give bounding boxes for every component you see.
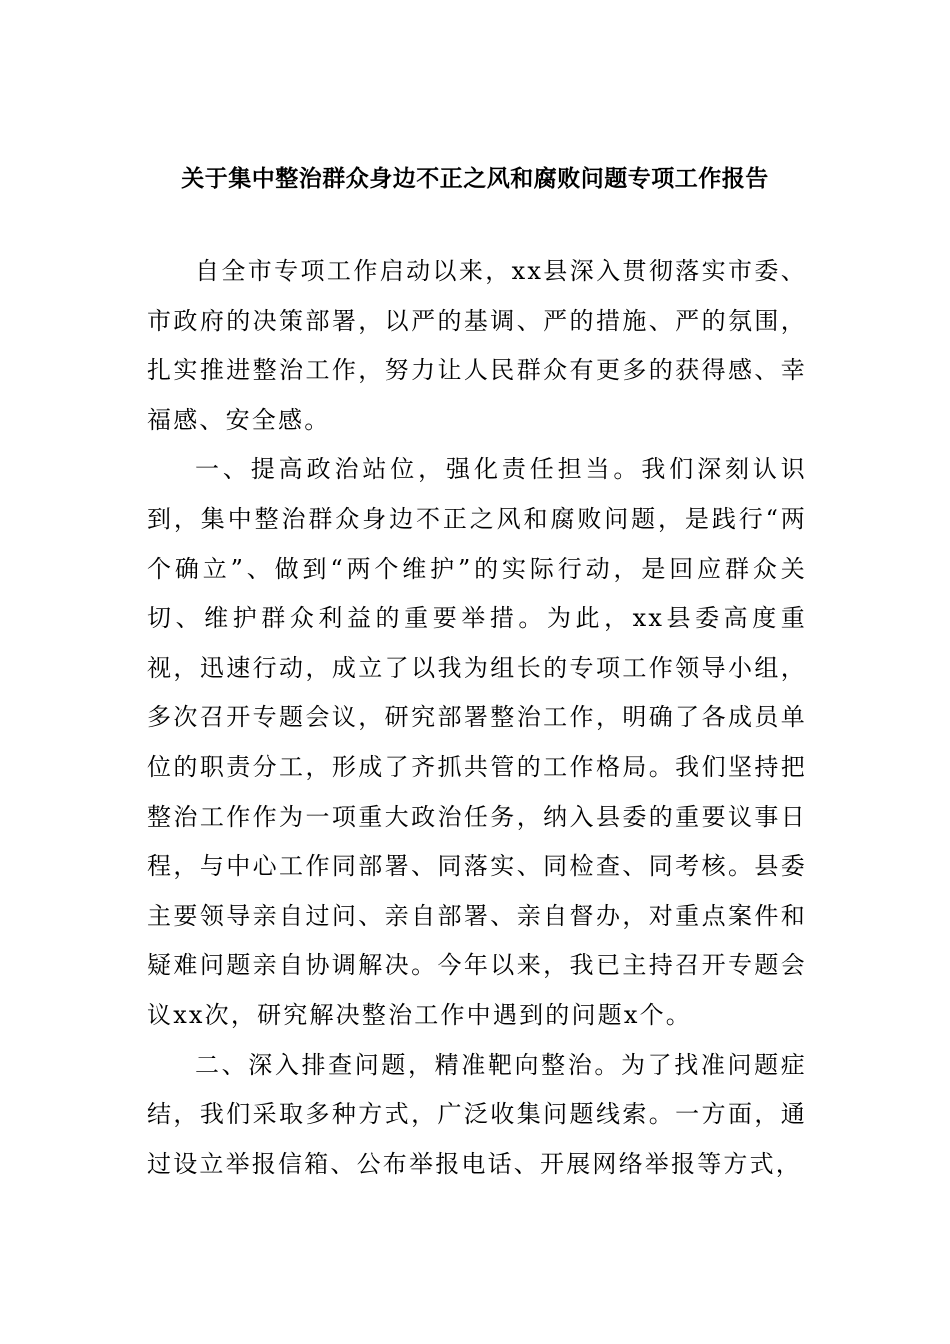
document-body xyxy=(147,247,807,1189)
paragraph-intro: 自全市专项工作启动以来，xx县深入贯彻落实市委、市政府的决策部署，以严的基调、严的措施、严的氛围，扎实推进整治工作，努力让人民群众有更多的获得感、幸福感、安全感。 xyxy=(147,257,807,434)
document-title: 关于集中整治群众身边不正之风和腐败问题专项工作报告 xyxy=(181,165,769,192)
paragraph-section-one: 一、提高政治站位，强化责任担当。我们深刻认识到，集中整治群众身边不正之风和腐败问题，是践行“两个确立”、做到“两个维护”的实际行动，是回应群众关切、维护群众利益的重要举措。为此，xx县委高度重视，迅速行动，成立了以我为组长的专项工作领导小组，多次召开专题会议，研究部署整治工作，明确了各成员单位的职责分工，形成了齐抓共管的工作格局。我们坚持把整治工作作为一项重大政治任务，纳入县委的重要议事日程，与中心工作同部署、同落实、同检查、同考核。县委主要领导亲自过问、亲自部署、亲自督办，对重点案件和疑难问题亲自协调解决。今年以来，我已主持召开专题会议xx次，研究解决整治工作中遇到的问题x个。 xyxy=(147,455,807,1029)
paragraph-section-two: 二、深入排查问题，精准靶向整治。为了找准问题症结，我们采取多种方式，广泛收集问题线索。一方面，通过设立举报信箱、公布举报电话、开展网络举报等方式， xyxy=(147,1050,807,1178)
